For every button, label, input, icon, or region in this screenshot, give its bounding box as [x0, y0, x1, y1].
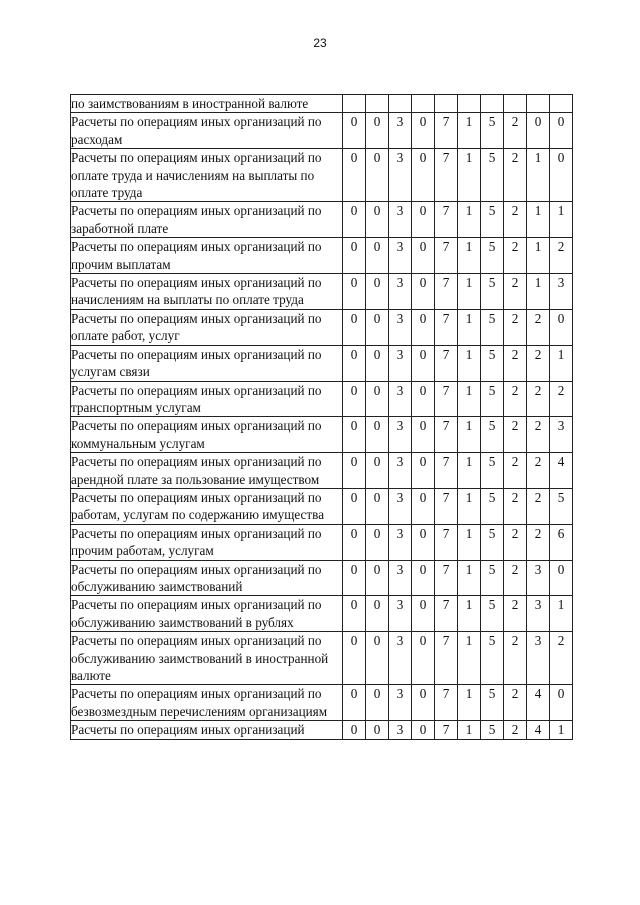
code-digit-cell: 3: [527, 632, 550, 685]
code-digit-cell: 2: [527, 488, 550, 524]
code-digit-cell: 1: [550, 721, 573, 739]
code-digit-cell: 0: [412, 149, 435, 202]
code-digit-cell: 7: [435, 345, 458, 381]
code-digit-cell: 0: [412, 721, 435, 739]
code-digit-cell: 3: [389, 202, 412, 238]
code-digit-cell: 0: [343, 345, 366, 381]
code-digit-cell: 7: [435, 453, 458, 489]
code-digit-cell: 5: [481, 524, 504, 560]
code-digit-cell: [412, 95, 435, 113]
code-digit-cell: 1: [458, 596, 481, 632]
code-digit-cell: 0: [366, 202, 389, 238]
code-digit-cell: 0: [366, 596, 389, 632]
code-digit-cell: [550, 95, 573, 113]
account-name-cell: по заимствованиям в иностранной валюте: [71, 95, 343, 113]
code-digit-cell: [481, 95, 504, 113]
code-digit-cell: 0: [412, 685, 435, 721]
code-digit-cell: 2: [504, 596, 527, 632]
code-digit-cell: 1: [550, 596, 573, 632]
code-digit-cell: 1: [550, 345, 573, 381]
code-digit-cell: 0: [412, 113, 435, 149]
code-digit-cell: 0: [412, 202, 435, 238]
code-digit-cell: 3: [389, 560, 412, 596]
code-digit-cell: 7: [435, 560, 458, 596]
code-digit-cell: 2: [504, 274, 527, 310]
code-digit-cell: 0: [366, 238, 389, 274]
account-codes-table: [70, 94, 573, 740]
code-digit-cell: 7: [435, 417, 458, 453]
code-digit-cell: 7: [435, 596, 458, 632]
table-row: [71, 113, 573, 149]
code-digit-cell: 7: [435, 113, 458, 149]
code-digit-cell: 1: [458, 453, 481, 489]
code-digit-cell: 0: [343, 488, 366, 524]
code-digit-cell: 7: [435, 721, 458, 739]
code-digit-cell: 2: [504, 632, 527, 685]
code-digit-cell: 2: [504, 238, 527, 274]
code-digit-cell: 0: [412, 274, 435, 310]
code-digit-cell: 7: [435, 309, 458, 345]
code-digit-cell: 1: [458, 274, 481, 310]
code-digit-cell: 2: [527, 345, 550, 381]
code-digit-cell: 2: [527, 381, 550, 417]
code-digit-cell: 3: [389, 274, 412, 310]
code-digit-cell: 1: [458, 345, 481, 381]
code-digit-cell: 3: [389, 417, 412, 453]
code-digit-cell: 3: [389, 113, 412, 149]
code-digit-cell: 0: [343, 524, 366, 560]
code-digit-cell: 2: [504, 721, 527, 739]
code-digit-cell: 1: [458, 417, 481, 453]
code-digit-cell: 1: [527, 274, 550, 310]
code-digit-cell: 1: [458, 685, 481, 721]
code-digit-cell: 5: [481, 721, 504, 739]
code-digit-cell: 0: [343, 202, 366, 238]
code-digit-cell: 0: [343, 721, 366, 739]
account-name-cell: Расчеты по операциям иных организаций по транспортным услугам: [71, 381, 343, 417]
code-digit-cell: 0: [366, 149, 389, 202]
table-body: [71, 95, 573, 740]
code-digit-cell: 3: [389, 238, 412, 274]
code-digit-cell: 5: [481, 309, 504, 345]
code-digit-cell: 0: [412, 309, 435, 345]
code-digit-cell: 4: [550, 453, 573, 489]
account-name-cell: Расчеты по операциям иных организаций по расходам: [71, 113, 343, 149]
table-row: [71, 488, 573, 524]
code-digit-cell: 2: [504, 685, 527, 721]
code-digit-cell: 2: [504, 113, 527, 149]
table-row: [71, 632, 573, 685]
code-digit-cell: 0: [343, 238, 366, 274]
page-number: 23: [313, 36, 327, 50]
table-row: [71, 238, 573, 274]
account-name-cell: Расчеты по операциям иных организаций по работам, услугам по содержанию имущества: [71, 488, 343, 524]
code-digit-cell: 0: [343, 149, 366, 202]
table-row: [71, 149, 573, 202]
code-digit-cell: 2: [527, 524, 550, 560]
code-digit-cell: 0: [343, 113, 366, 149]
code-digit-cell: 0: [366, 274, 389, 310]
code-digit-cell: 0: [343, 381, 366, 417]
code-digit-cell: 3: [389, 488, 412, 524]
code-digit-cell: 0: [343, 453, 366, 489]
code-digit-cell: 2: [527, 417, 550, 453]
code-digit-cell: 5: [481, 560, 504, 596]
code-digit-cell: 2: [504, 345, 527, 381]
account-name-cell: Расчеты по операциям иных организаций по обслуживанию заимствований в иностранной валюте: [71, 632, 343, 685]
code-digit-cell: 2: [504, 560, 527, 596]
code-digit-cell: 3: [389, 721, 412, 739]
table-row: [71, 309, 573, 345]
account-name-cell: Расчеты по операциям иных организаций по коммунальным услугам: [71, 417, 343, 453]
code-digit-cell: 5: [481, 149, 504, 202]
code-digit-cell: 3: [527, 560, 550, 596]
code-digit-cell: 1: [458, 202, 481, 238]
code-digit-cell: 1: [527, 149, 550, 202]
code-digit-cell: 5: [481, 596, 504, 632]
code-digit-cell: 0: [550, 149, 573, 202]
code-digit-cell: 0: [412, 524, 435, 560]
table-row: [71, 721, 573, 739]
code-digit-cell: [435, 95, 458, 113]
table-row: [71, 417, 573, 453]
code-digit-cell: 5: [481, 417, 504, 453]
account-name-cell: Расчеты по операциям иных организаций по прочим выплатам: [71, 238, 343, 274]
table-row: [71, 274, 573, 310]
table-row: [71, 524, 573, 560]
code-digit-cell: 0: [412, 632, 435, 685]
code-digit-cell: 2: [550, 632, 573, 685]
code-digit-cell: 1: [458, 488, 481, 524]
table-row: [71, 202, 573, 238]
code-digit-cell: 5: [481, 685, 504, 721]
code-digit-cell: 0: [343, 417, 366, 453]
code-digit-cell: 0: [412, 345, 435, 381]
code-digit-cell: 0: [343, 596, 366, 632]
code-digit-cell: 0: [366, 721, 389, 739]
code-digit-cell: 3: [550, 417, 573, 453]
code-digit-cell: 5: [481, 632, 504, 685]
code-digit-cell: 2: [504, 309, 527, 345]
code-digit-cell: 0: [550, 560, 573, 596]
code-digit-cell: 0: [412, 238, 435, 274]
code-digit-cell: 2: [504, 149, 527, 202]
account-name-cell: Расчеты по операциям иных организаций по арендной плате за пользование имуществом: [71, 453, 343, 489]
account-name-cell: Расчеты по операциям иных организаций по прочим работам, услугам: [71, 524, 343, 560]
code-digit-cell: 0: [366, 524, 389, 560]
code-digit-cell: 3: [389, 524, 412, 560]
code-digit-cell: 7: [435, 202, 458, 238]
code-digit-cell: 2: [504, 417, 527, 453]
table-row: [71, 685, 573, 721]
code-digit-cell: [504, 95, 527, 113]
code-digit-cell: 0: [366, 309, 389, 345]
code-digit-cell: 0: [366, 417, 389, 453]
code-digit-cell: 3: [389, 596, 412, 632]
code-digit-cell: 1: [458, 524, 481, 560]
code-digit-cell: 7: [435, 524, 458, 560]
code-digit-cell: 6: [550, 524, 573, 560]
code-digit-cell: 7: [435, 632, 458, 685]
table-row: [71, 596, 573, 632]
code-digit-cell: 0: [366, 632, 389, 685]
code-digit-cell: 0: [343, 309, 366, 345]
code-digit-cell: 1: [527, 202, 550, 238]
code-digit-cell: 2: [550, 238, 573, 274]
code-digit-cell: 3: [389, 149, 412, 202]
account-name-cell: Расчеты по операциям иных организаций: [71, 721, 343, 739]
code-digit-cell: 0: [412, 596, 435, 632]
code-digit-cell: 3: [389, 345, 412, 381]
code-digit-cell: 1: [458, 560, 481, 596]
account-name-cell: Расчеты по операциям иных организаций по оплате труда и начислениям на выплаты по оплате труда: [71, 149, 343, 202]
code-digit-cell: 1: [458, 632, 481, 685]
code-digit-cell: 5: [481, 345, 504, 381]
account-name-cell: Расчеты по операциям иных организаций по безвозмездным перечислениям организациям: [71, 685, 343, 721]
code-digit-cell: 2: [527, 453, 550, 489]
code-digit-cell: 3: [389, 453, 412, 489]
code-digit-cell: [389, 95, 412, 113]
account-name-cell: Расчеты по операциям иных организаций по обслуживанию заимствований в рублях: [71, 596, 343, 632]
code-digit-cell: 2: [504, 488, 527, 524]
code-digit-cell: 2: [504, 202, 527, 238]
code-digit-cell: 0: [343, 560, 366, 596]
code-digit-cell: 0: [527, 113, 550, 149]
code-digit-cell: 7: [435, 238, 458, 274]
code-digit-cell: 3: [389, 309, 412, 345]
code-digit-cell: 2: [550, 381, 573, 417]
account-name-cell: Расчеты по операциям иных организаций по начислениям на выплаты по оплате труда: [71, 274, 343, 310]
code-digit-cell: 0: [366, 345, 389, 381]
table-row: [71, 381, 573, 417]
code-digit-cell: 0: [412, 560, 435, 596]
code-digit-cell: 5: [481, 113, 504, 149]
code-digit-cell: 5: [481, 274, 504, 310]
code-digit-cell: 5: [481, 488, 504, 524]
table-row: [71, 560, 573, 596]
code-digit-cell: 0: [366, 453, 389, 489]
code-digit-cell: 2: [527, 309, 550, 345]
table-row: [71, 453, 573, 489]
code-digit-cell: 1: [458, 309, 481, 345]
code-digit-cell: 7: [435, 381, 458, 417]
code-digit-cell: 3: [527, 596, 550, 632]
code-digit-cell: [527, 95, 550, 113]
code-digit-cell: 0: [366, 381, 389, 417]
code-digit-cell: 7: [435, 685, 458, 721]
code-digit-cell: 0: [366, 113, 389, 149]
code-digit-cell: 7: [435, 274, 458, 310]
code-digit-cell: 2: [504, 524, 527, 560]
code-digit-cell: 0: [343, 685, 366, 721]
code-digit-cell: 1: [458, 113, 481, 149]
account-name-cell: Расчеты по операциям иных организаций по оплате работ, услуг: [71, 309, 343, 345]
account-name-cell: Расчеты по операциям иных организаций по услугам связи: [71, 345, 343, 381]
code-digit-cell: 1: [458, 721, 481, 739]
code-digit-cell: [366, 95, 389, 113]
code-digit-cell: 5: [550, 488, 573, 524]
code-digit-cell: 1: [458, 381, 481, 417]
code-digit-cell: 1: [527, 238, 550, 274]
code-digit-cell: 3: [550, 274, 573, 310]
code-digit-cell: 0: [343, 274, 366, 310]
code-digit-cell: 5: [481, 453, 504, 489]
code-digit-cell: 7: [435, 149, 458, 202]
code-digit-cell: 0: [412, 381, 435, 417]
code-digit-cell: 0: [550, 113, 573, 149]
code-digit-cell: 0: [343, 632, 366, 685]
code-digit-cell: 3: [389, 381, 412, 417]
code-digit-cell: [458, 95, 481, 113]
code-digit-cell: 1: [458, 238, 481, 274]
code-digit-cell: 0: [366, 560, 389, 596]
code-digit-cell: 7: [435, 488, 458, 524]
code-digit-cell: 2: [504, 381, 527, 417]
table-row: [71, 95, 573, 113]
code-digit-cell: 3: [389, 632, 412, 685]
account-name-cell: Расчеты по операциям иных организаций по обслуживанию заимствований: [71, 560, 343, 596]
code-digit-cell: 2: [504, 453, 527, 489]
code-digit-cell: 4: [527, 721, 550, 739]
code-digit-cell: 0: [412, 453, 435, 489]
code-digit-cell: [343, 95, 366, 113]
code-digit-cell: 5: [481, 238, 504, 274]
code-digit-cell: 0: [550, 309, 573, 345]
code-digit-cell: 1: [458, 149, 481, 202]
code-digit-cell: 4: [527, 685, 550, 721]
code-digit-cell: 1: [550, 202, 573, 238]
code-digit-cell: 0: [412, 488, 435, 524]
code-digit-cell: 0: [550, 685, 573, 721]
account-name-cell: Расчеты по операциям иных организаций по заработной плате: [71, 202, 343, 238]
code-digit-cell: 5: [481, 202, 504, 238]
code-digit-cell: 5: [481, 381, 504, 417]
table-row: [71, 345, 573, 381]
code-digit-cell: 0: [366, 488, 389, 524]
code-digit-cell: 3: [389, 685, 412, 721]
code-digit-cell: 0: [366, 685, 389, 721]
code-digit-cell: 0: [412, 417, 435, 453]
